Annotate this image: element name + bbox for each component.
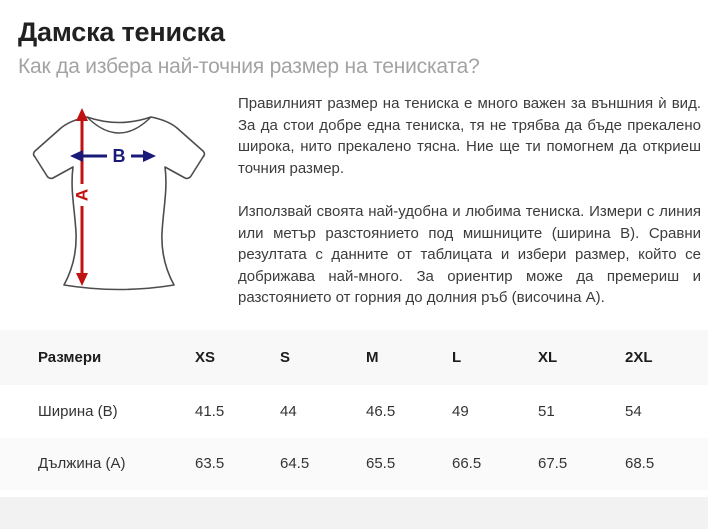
page-footer-strip bbox=[0, 497, 708, 529]
col-header-s: S bbox=[280, 348, 291, 366]
width-2xl: 54 bbox=[625, 402, 642, 420]
arrow-a-head-top bbox=[76, 108, 88, 121]
width-l: 49 bbox=[452, 402, 469, 420]
row-label-length: Дължина (A) bbox=[38, 455, 126, 473]
length-s: 64.5 bbox=[280, 455, 310, 473]
width-xs: 41.5 bbox=[195, 402, 225, 420]
content-row bbox=[14, 93, 701, 309]
tshirt-outline bbox=[34, 117, 205, 290]
size-table-header-row bbox=[0, 330, 708, 385]
diagram-label-a: A bbox=[72, 188, 92, 202]
col-header-xl: XL bbox=[538, 348, 558, 366]
page-subtitle: Как да избера най-точния размер на тениската? bbox=[18, 54, 480, 78]
width-xl: 51 bbox=[538, 402, 555, 420]
page-title: Дамска тениска bbox=[18, 17, 225, 47]
length-xl: 67.5 bbox=[538, 455, 568, 473]
length-l: 66.5 bbox=[452, 455, 482, 473]
intro-paragraph-1: Правилният размер на тениска е много важен за външния ѝ вид. За да стои добре една тениска, тя не трябва да бъде прекалено широка, нито прекалено тясна. Ние ще ти помогнем да откриеш точния размер. bbox=[238, 95, 701, 177]
col-header-sizes: Размери bbox=[38, 348, 102, 366]
table-row-length bbox=[0, 438, 708, 490]
table-row-width bbox=[0, 385, 708, 438]
page-header bbox=[0, 0, 708, 80]
col-header-m: M bbox=[366, 348, 379, 366]
tshirt-diagram-svg bbox=[14, 93, 225, 304]
col-header-2xl: 2XL bbox=[625, 348, 653, 366]
col-header-l: L bbox=[452, 348, 462, 366]
row-label-width: Ширина (B) bbox=[38, 402, 118, 420]
width-s: 44 bbox=[280, 402, 297, 420]
length-2xl: 68.5 bbox=[625, 455, 655, 473]
diagram-label-b: B bbox=[112, 146, 126, 167]
intro-paragraph-2: Използвай своята най-удобна и любима тениска. Измери с линия или метър разстоянието под мишниците (ширина B). Сравни резултата с данните от таблицата и избери размер, който се добрижава най-много. За ориентир може да премериш и разстоянието от горния до долния ръб (височина A). bbox=[238, 203, 701, 307]
width-m: 46.5 bbox=[366, 402, 396, 420]
length-xs: 63.5 bbox=[195, 455, 225, 473]
tshirt-measurement-diagram bbox=[14, 93, 225, 304]
size-table bbox=[0, 330, 708, 490]
col-header-xs: XS bbox=[195, 348, 216, 366]
intro-text bbox=[238, 93, 701, 309]
length-m: 65.5 bbox=[366, 455, 396, 473]
